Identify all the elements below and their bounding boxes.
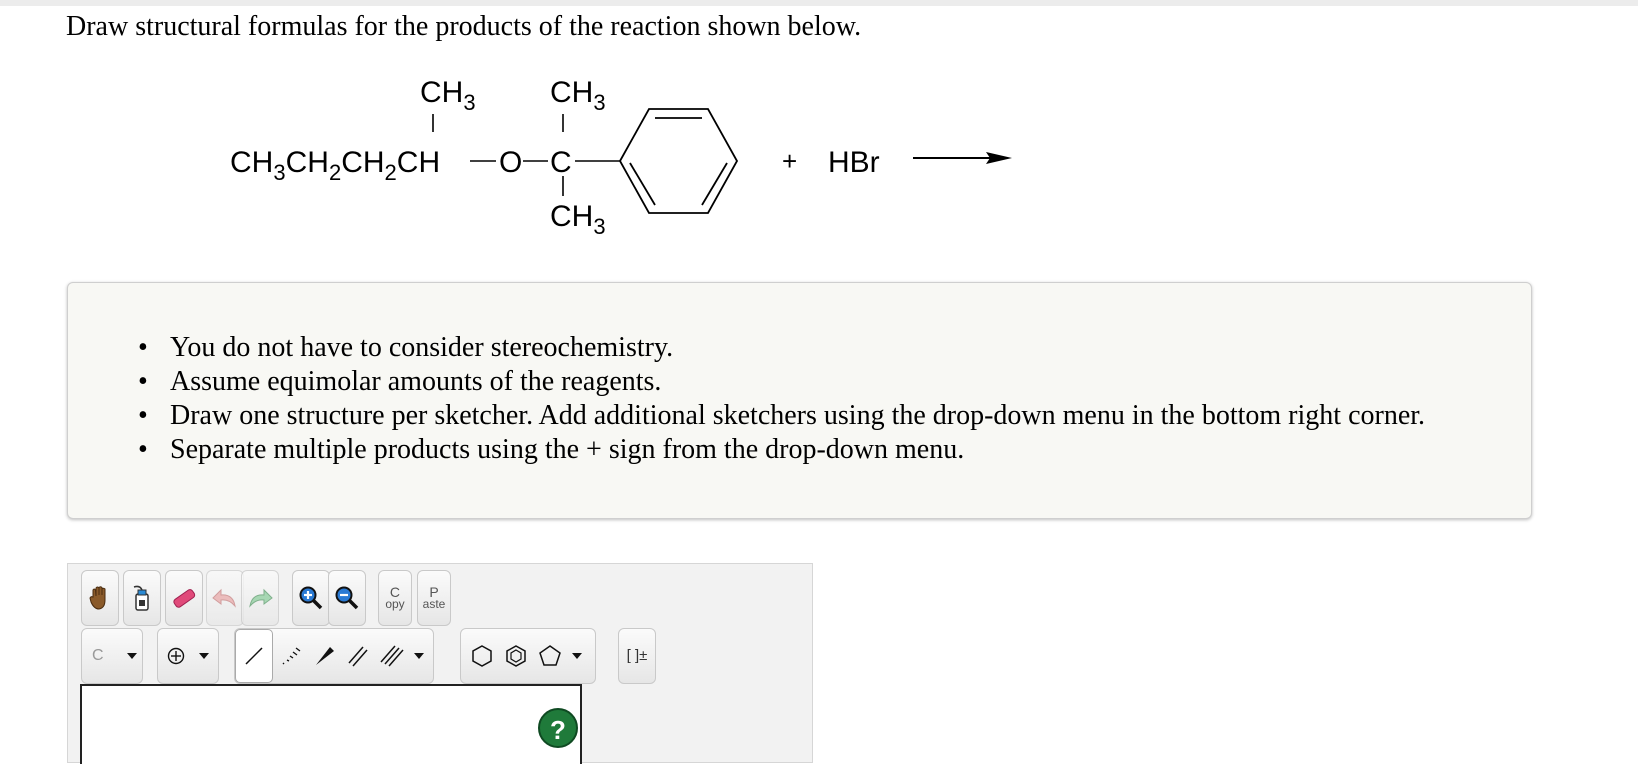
chevron-down-icon[interactable] [413,652,425,660]
benzene-icon [504,644,528,668]
copy-label [385,586,404,610]
top-bar [0,0,1638,6]
hand-icon [88,585,112,611]
clean-icon [130,584,154,612]
paste-label [423,586,446,610]
ring-tool-group [460,628,596,684]
instruction-item: • Draw one structure per sketcher. Add additional sketchers using the drop-down menu in the bottom right corner. [138,399,1425,433]
instruction-item: • Separate multiple products using the + sign from the drop-down menu. [138,433,1425,467]
instruction-item: • Assume equimolar amounts of the reagents. [138,365,1425,399]
bond-tool-group [234,628,434,684]
zoom-out-icon [334,585,360,611]
chain-label: $CH_3CH_2CH_2CH$ [230,146,441,185]
hashed-bond-icon [279,645,301,667]
undo-icon [211,586,239,610]
redo-button[interactable] [241,570,279,626]
double-bond-button[interactable] [341,645,375,667]
zoom-in-button[interactable] [292,570,330,626]
instruction-item: • You do not have to consider stereochemistry. [138,331,1425,365]
plus-sign: + [782,146,798,176]
quaternary-carbon-label: C [550,146,572,179]
paste-rest: aste [422,597,446,611]
charge-bracket-label: [ ]± [626,647,648,664]
ch3-label-upper-right: $CH_3$ [550,76,606,115]
cyclohexane-button[interactable] [465,644,499,668]
copy-letter: C [389,584,401,600]
triple-bond-button[interactable] [375,645,409,667]
reaction-scheme [230,70,1070,250]
charge-selector[interactable] [157,628,219,684]
wedge-bond-icon [313,645,335,667]
eraser-button[interactable] [165,570,203,626]
atom-selector[interactable] [81,628,143,684]
copy-rest: opy [385,597,405,611]
sketcher-panel [67,563,813,763]
help-icon[interactable]: ? [538,708,578,748]
cyclopentane-icon [538,644,562,668]
cyclopentane-button[interactable] [533,644,567,668]
eraser-icon [170,586,198,610]
zoom-in-icon [298,585,324,611]
benzene-button[interactable] [499,644,533,668]
charge-bracket-button[interactable] [618,628,656,684]
triple-bond-icon [380,645,404,667]
oxygen-label: O [499,146,523,179]
ch3-label-upper-left: $CH_3$ [420,76,476,115]
charge-plus-icon [166,646,186,666]
reagent-label: HBr [828,146,880,179]
atom-label: C [92,647,104,664]
double-bond-icon [347,645,369,667]
instructions-list [138,331,1425,467]
copy-button[interactable] [378,570,412,626]
single-bond-icon [243,645,265,667]
chevron-down-icon [126,652,138,660]
instructions-box [67,282,1532,519]
clean-tool-button[interactable] [123,570,161,626]
redo-icon [246,586,274,610]
chevron-down-icon[interactable] [571,652,583,660]
drawing-canvas[interactable] [80,684,582,764]
hashed-bond-button[interactable] [273,645,307,667]
paste-letter: P [429,584,439,600]
zoom-out-button[interactable] [328,570,366,626]
ch3-label-lower: $CH_3$ [550,200,606,239]
question-prompt: Draw structural formulas for the products of the reaction shown below. [66,11,862,42]
undo-button[interactable] [206,570,244,626]
benzene-ring [620,109,737,213]
cyclohexane-icon [470,644,494,668]
hand-tool-button[interactable] [81,570,119,626]
chevron-down-icon [198,652,210,660]
wedge-bond-button[interactable] [307,645,341,667]
paste-button[interactable] [417,570,451,626]
single-bond-button[interactable] [235,629,273,683]
